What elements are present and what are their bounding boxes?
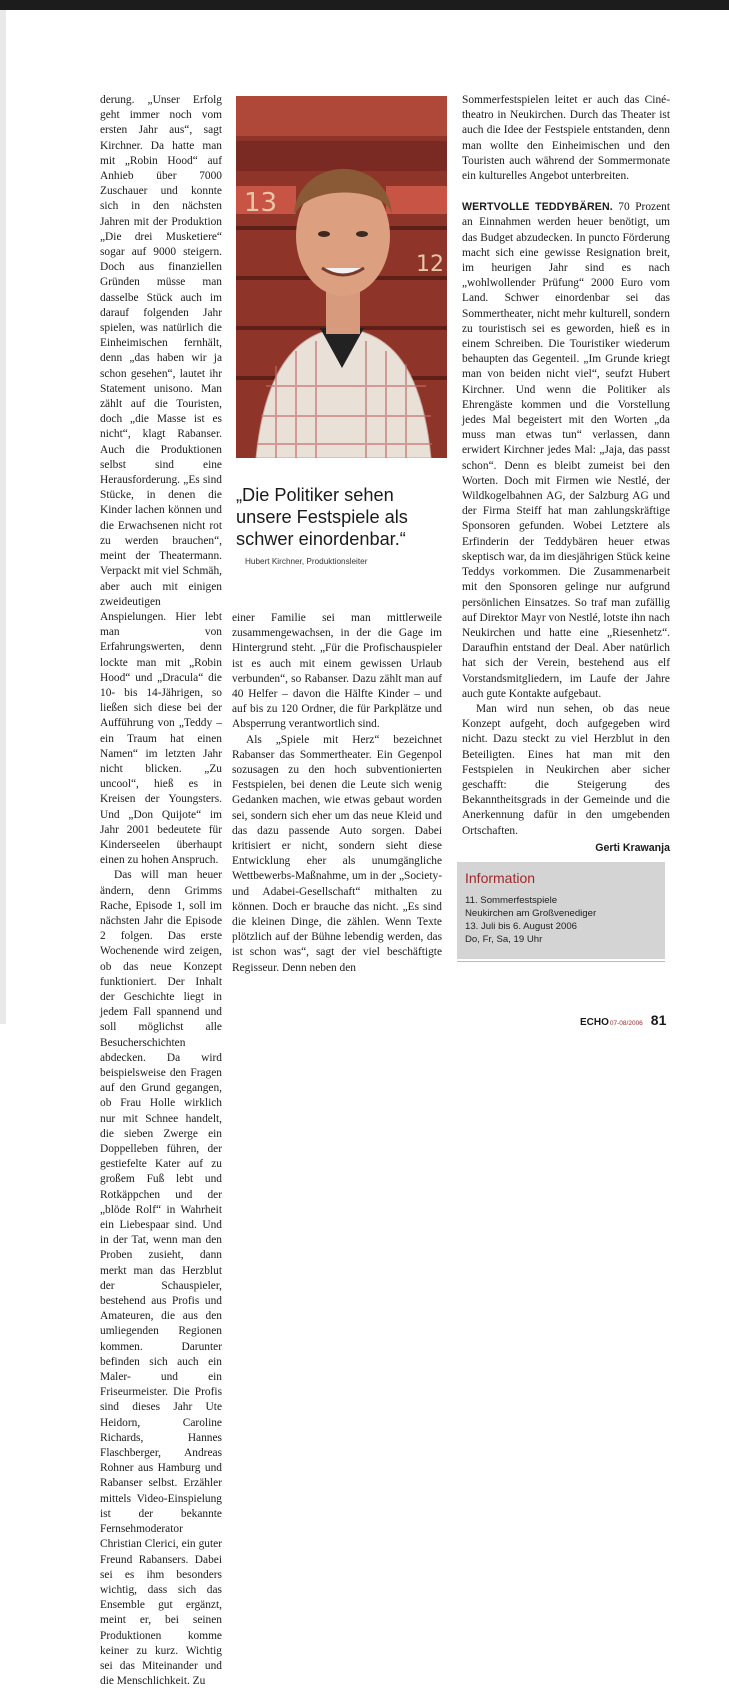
portrait-illustration	[236, 96, 447, 458]
info-line: 13. Juli bis 6. August 2006	[465, 921, 578, 932]
quote-credit: Hubert Kirchner, Produktionsleiter	[245, 557, 368, 566]
article-column-1	[100, 93, 222, 1689]
magazine-name: ECHO	[580, 1017, 609, 1028]
page-footer	[580, 1012, 666, 1030]
page-number: 81	[650, 1012, 667, 1028]
portrait-photo	[236, 96, 447, 458]
info-lines	[465, 894, 596, 946]
article-column-3	[462, 93, 670, 856]
author-byline: Gerti Krawanja	[595, 841, 670, 854]
paragraph-with-subhead	[462, 200, 670, 702]
pull-quote: „Die Politiker sehen unsere Festspiele als schwer einordenbar.“	[236, 485, 408, 549]
paragraph: Als „Spiele mit Herz“ bezeichnet Rabanser das Sommertheater. Ein Gegenpol sozusagen zu den hoch subventionierten Festspielen, bei denen die Leute sich wenig Gedanken machen, wie etwas gebaut worden sei, sondern sich eher um das neue Kleid und das dazu passende Auto sorgen. Dabei kritisiert er nicht, sondern sieht diese Entwicklung eher als unumgängliche Wettbewerbs-Maßnahme, um in der „Society- und Adabei-Gesellschaft“ mithalten zu können. Doch er brauche das nicht. „Es sind die kleinen Dinge, die zählen. Wenn Texte plötzlich auf der Bühne lebendig werden, das ist schon was“, sagt der viel beschäftigte Regisseur. Denn neben den	[232, 733, 442, 974]
info-title: Information	[465, 870, 536, 886]
article-column-2	[232, 611, 442, 976]
paragraph: Man wird nun sehen, ob das neue Konzept aufgeht, doch aufgegeben wird nicht. Dazu steckt zu viel Herzblut in den Beteiligten. Eines hat man mit den Festspielen in Neukirchen aber sicher geschafft: die Steigerung des Bekanntheitsgrads in der Gemeinde und die Anerkennung dafür in den umgebenden Ortschaften.	[462, 702, 670, 837]
scan-top-border	[0, 0, 729, 10]
svg-text:12: 12	[416, 252, 444, 277]
paragraph: Das will man heuer ändern, denn Grimms Rache, Episode 1, soll im nächsten Jahr die Episode 2 folgen. Das erste Wochenende wird zeigen, ob das neue Konzept funktioniert. Der Inhalt der Geschichte liegt in jedem Fall spannend und soll möglichst alle Besucherschichten abdecken. Da wird beispielsweise den Fragen auf den Grund gegangen, ob Frau Holle wirklich nur mit Schnee handelt, die sieben Zwerge ein Doppelleben führen, der gestiefelte Kater auf zu großem Fuß lebt und Rotkäppchen und der „blöde Rolf“ in Wahrheit ein Liebespaar sind. Und in der Tat, wenn man den Proben zusieht, dann merkt man das Herzblut der Schauspieler, bestehend aus Profis und Amateuren, die aus den umliegenden Regionen kommen. Darunter befinden sich auch ein Maler- und ein Friseurmeister. Die Profis sind dieses Jahr Ute Heidorn, Caroline Richards, Hannes Flaschberger, Andreas Rohner aus Hamburg und Rabanser selbst. Erzähler mittels Video-Einspielung ist der bekannte Fernsehmoderator Christian Clerici, ein guter Freund Rabansers. Dabei sei es ihm besonders wichtig, dass sich das Ensemble gut ergänzt, meint er, bei seinen Produktionen komme keiner zu kurz. Wichtig sei das Miteinander und die Menschlichkeit. Zu	[100, 869, 222, 1688]
info-line: Neukirchen am Großvenediger	[465, 908, 597, 919]
info-line: 11. Sommerfestspiele	[465, 895, 558, 906]
paragraph: derung. „Unser Erfolg geht immer noch vom ersten Jahr aus“, sagt Kirchner. Da hatte man mit „Robin Hood“ auf Anhieb über 7000 Zuschauer und konnte sich in den nächsten Jahren mit der Produktion „Die drei Musketiere“ sogar auf 9000 steigern. Doch aus finanziellen Gründen müsse man dasselbe Stück auch im darauf folgenden Jahr spielen, was natürlich die Einheimischen fernhält, denn „das haben wir ja schon gesehen“, lautet ihr Statement unisono. Man zählt auf die Touristen, doch „die Masse ist es nicht“, klagt Rabanser. Auch die Produktionen selbst sind eine Herausforderung. „Es sind Stücke, in denen die Kinder lachen können und die Erwachsenen nicht rot zu werden brauchen“, meint der Theatermann. Verpackt mit viel Schmäh, aber auch mit einigen zweideutigen Anspielungen. Hier lebt man von Erfahrungswerten, denn lockte man mit „Robin Hood“ und „Dracula“ die 10- bis 14-Jährigen, so ließen sich diese bei der Aufführung von „Teddy – ein Traum hat einen Namen“ im letzten Jahr nicht blicken. „Zu uncool“, hieß es in Kreisen der Youngsters. Und „Don Quijote“ im Jahr 2001 bedeutete für Kinderseelen überhaupt einen zu hohen Anspruch.	[100, 94, 222, 867]
paragraph: Sommerfestspielen leitet er auch das Ciné-theatro in Neukirchen. Durch das Theater ist auch die Idee der Festspiele entstanden, denn man wollte den Einheimischen und den Touristen auch während der Sommermonate ein kulturelles Angebot unterbreiten.	[462, 94, 670, 183]
scan-left-edge	[0, 10, 6, 1024]
section-subheading: WERTVOLLE TEDDYBÄREN.	[462, 201, 613, 214]
paragraph-text: 70 Prozent an Einnahmen werden heuer benötigt, um das Budget abzudecken. In puncto Förderung macht sich eine gewisse Resignation breit, im heurigen Jahr sind es nach „wohlwollender Prüfung“ 2000 Euro vom Land. Schwer einordenbar sei das Sommertheater, nicht mehr kulturell, sondern zu touristisch sei es geworden, hieß es in einem Schreiben. Die Touristiker wiederum behaupten das Gegenteil. „Im Grunde kriegt man von beiden nicht viel“, seufzt Hubert Kirchner. Und wenn die Politiker als Ehrengäste kommen und die Vorstellung jedes Mal begeistert mit den Worten „da muss man etwas tun“ verlassen, dann erwidert Kirchner jedes Mal: „Jaja, das passt schon“. Denn es bleibt zumeist bei den Worten. Doch mit Firmen wie Nestlé, der Wildkogelbahnen AG, der Salzburg AG und der Firma Steiff hat man zahlungskräftige Sponsoren gefunden. Wobei Letztere als Erfinderin der Teddybären heuer etwas skeptisch war, da im diesjährigen Stück keine Teddys vorkommen. Die Zusammenarbeit mit den Sponsoren gelinge nur aufgrund persönlichen Einsatzes. So traf man zufällig auf Direktor Mayr von Nestlé, lotste ihn nach Neukirchen und hatte eine „Riesenhetz“. Daraufhin entstand der Deal. Aber natürlich hat sich der Verein, bestehend aus elf Vorstandsmitgliedern, im Laufe der Jahre auch gute Kontakte aufgebaut.	[462, 201, 671, 700]
svg-text:13: 13	[244, 188, 278, 218]
issue-date: 07-08/2006	[609, 1020, 643, 1027]
divider	[457, 961, 665, 962]
paragraph: einer Familie sei man mittlerweile zusammengewachsen, in der die Gage im Hintergrund steht. „Für die Profischauspieler ist es auch mit einem gewissen Urlaub verbunden“, so Rabanser. Dazu zählt man auf 40 Helfer – davon die Hälfte Kinder – und auf bis zu 120 Ordner, die für Parkplätze und Absperrung verantwortlich sind.	[232, 612, 442, 731]
info-line: Do, Fr, Sa, 19 Uhr	[465, 934, 543, 945]
info-box	[457, 862, 665, 959]
